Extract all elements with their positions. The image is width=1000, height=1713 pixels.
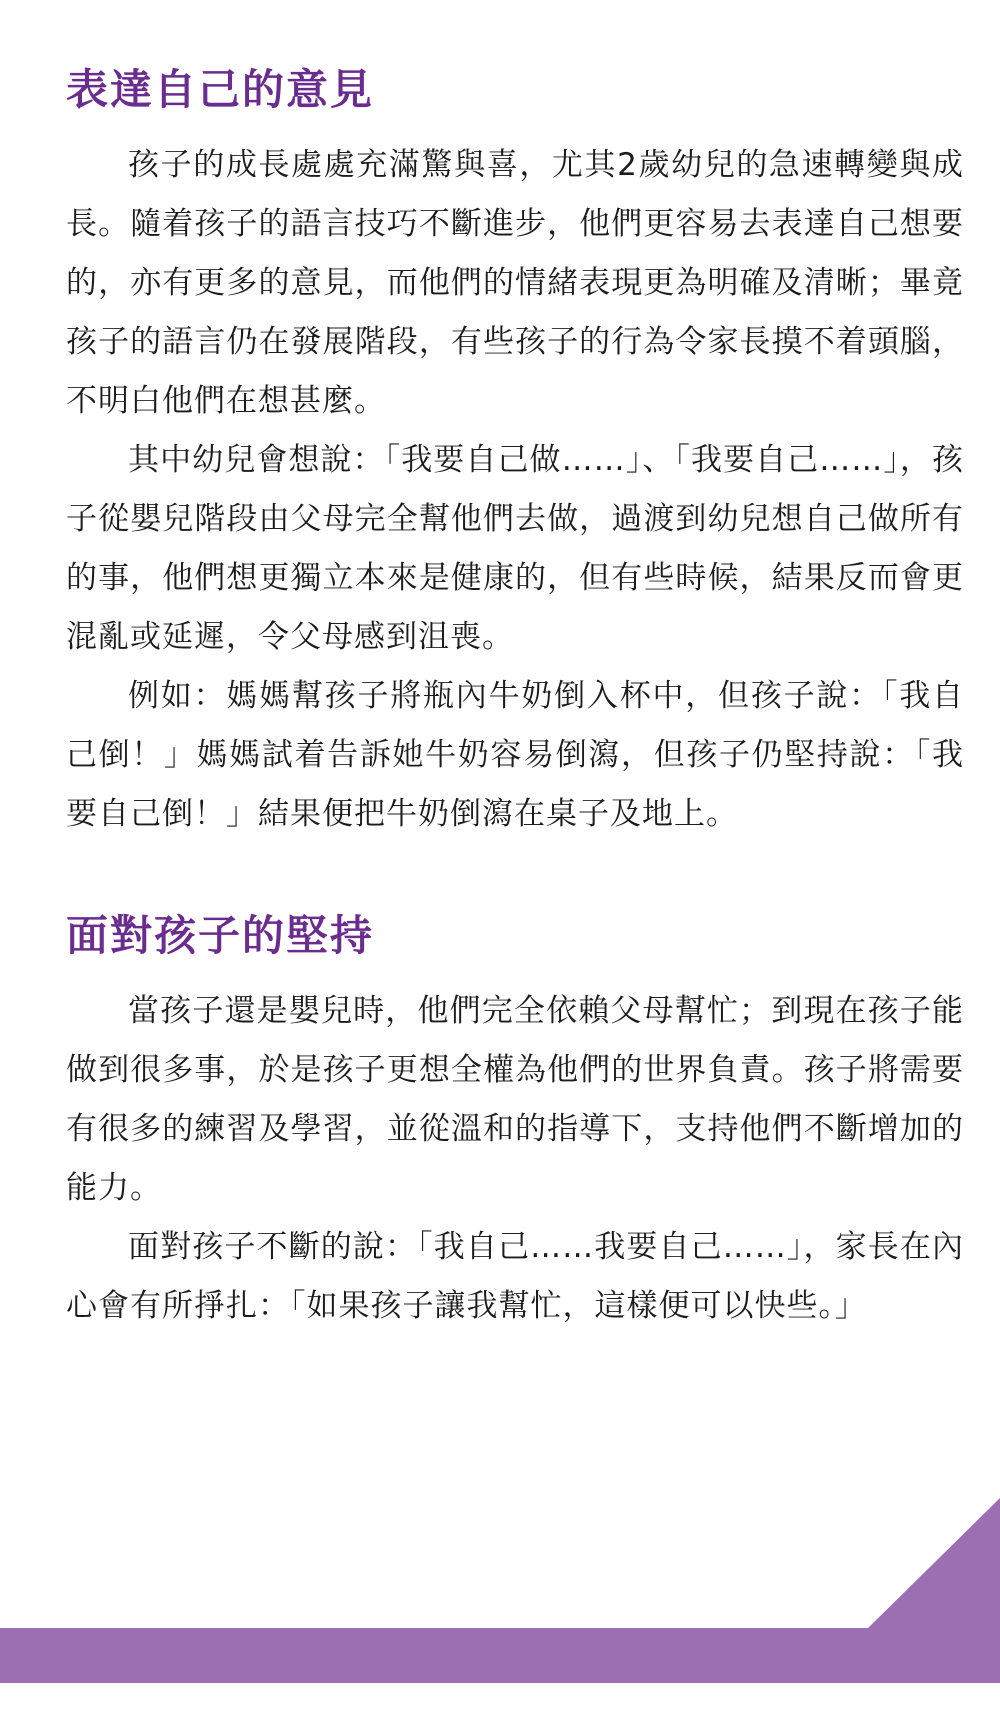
- paragraph: 例如：媽媽幫孩子將瓶內牛奶倒入杯中，但孩子說：「我自己倒！」媽媽試着告訴她牛奶容易倒瀉，但孩子仍堅持說：「我要自己倒！」結果便把牛奶倒瀉在桌子及地上。: [66, 678, 964, 832]
- section-heading: 面對孩子的堅持: [66, 911, 375, 960]
- section-heading: 表達自己的意見: [66, 65, 375, 114]
- paragraph: 面對孩子不斷的說：「我自己……我要自己……」，家長在內心會有所掙扎：「如果孩子讓我幫忙，這樣便可以快些。」: [66, 1229, 964, 1324]
- paragraph: 其中幼兒會想說：「我要自己做……」、「我要自己……」，孩子從嬰兒階段由父母完全幫他們去做，過渡到幼兒想自己做所有的事，他們想更獨立本來是健康的，但有些時候，結果反而會更混亂或延遲，令父母感到沮喪。: [66, 442, 964, 655]
- paragraph: 當孩子還是嬰兒時，他們完全依賴父母幫忙；到現在孩子能做到很多事，於是孩子更想全權為他們的世界負責。孩子將需要有很多的練習及學習，並從溫和的指導下，支持他們不斷增加的能力。: [66, 993, 964, 1206]
- purple-band-shape: [0, 1498, 1000, 1683]
- paragraph: 孩子的成長處處充滿驚與喜，尤其2歲幼兒的急速轉變與成長。隨着孩子的語言技巧不斷進步，他們更容易去表達自己想要的，亦有更多的意見，而他們的情緒表現更為明確及清晰；畢竟孩子的語言仍在發展階段，有些孩子的行為令家長摸不着頭腦，不明白他們在想甚麼。: [66, 147, 964, 419]
